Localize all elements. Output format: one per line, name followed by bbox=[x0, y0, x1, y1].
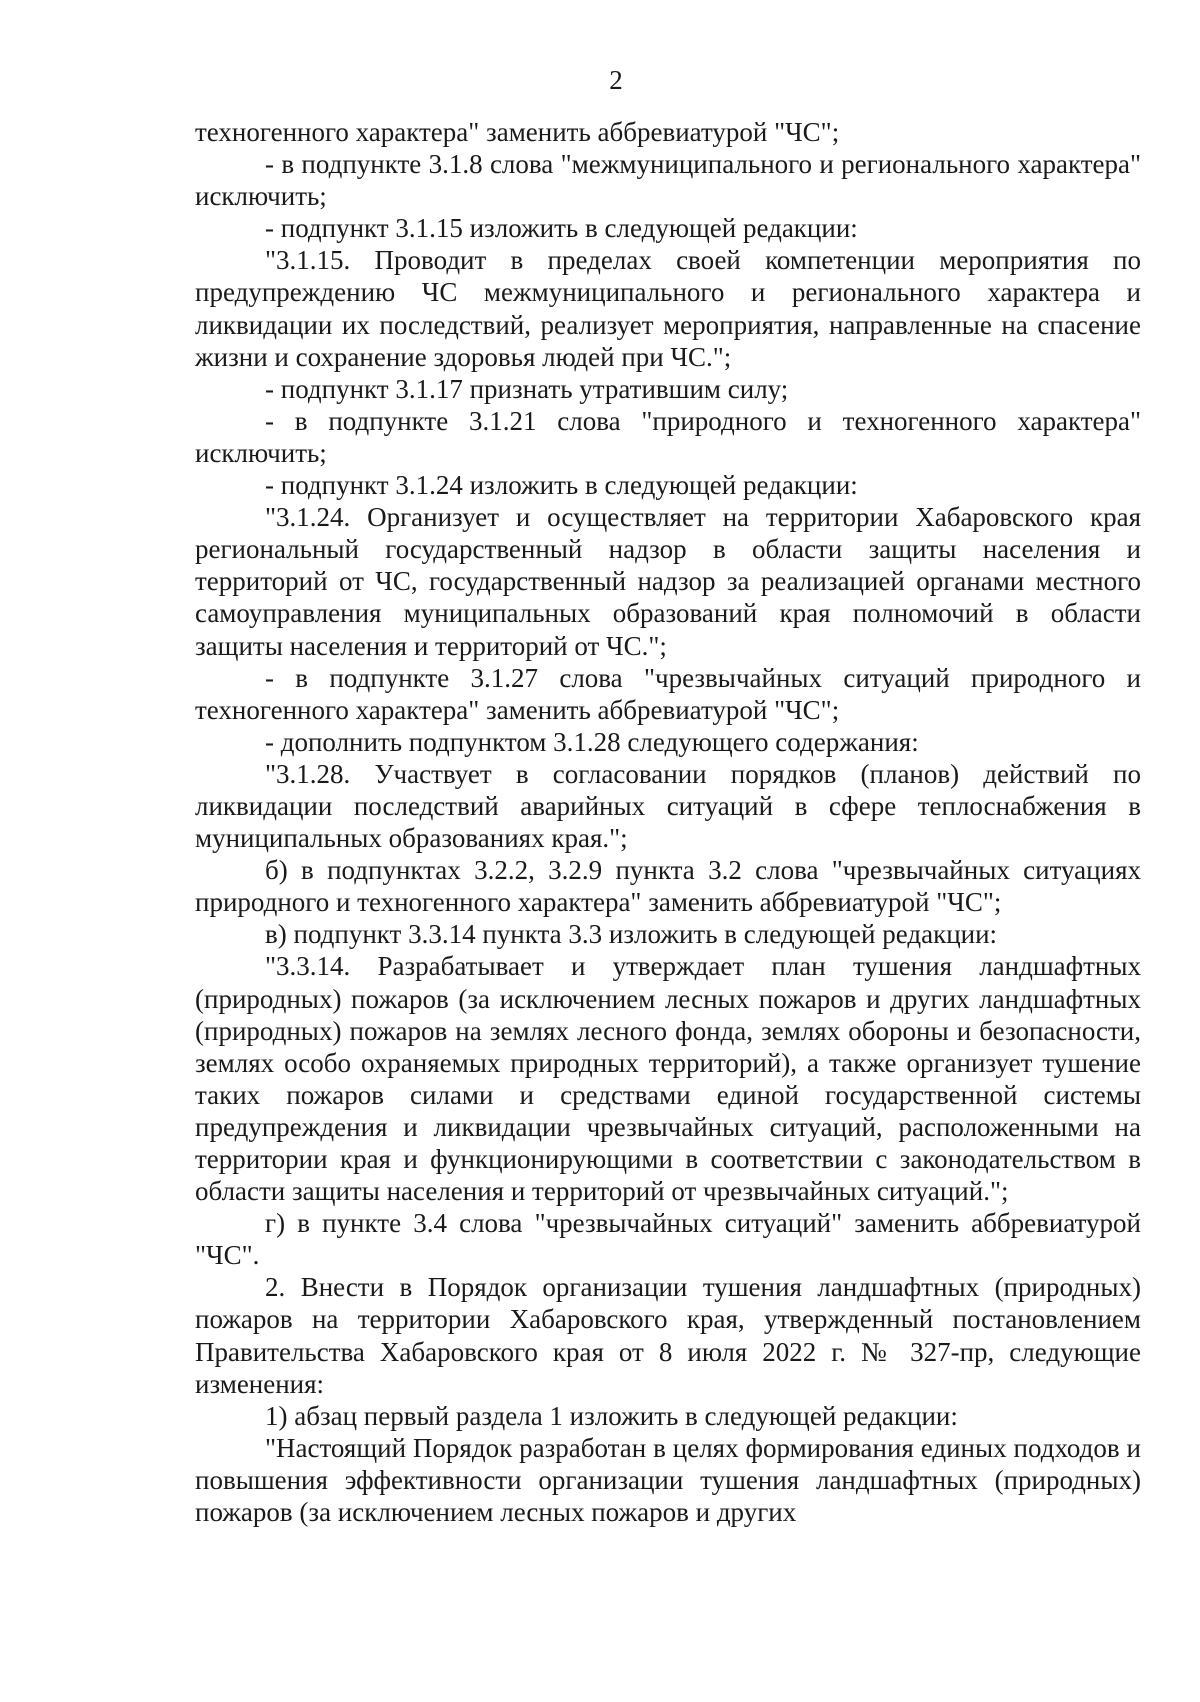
paragraph: "3.1.28. Участвует в согласовании порядков (планов) действий по ликвидации последствий аварийных ситуаций в сфере теплоснабжения в муниципальных образованиях края."; bbox=[195, 758, 1141, 854]
paragraph: - в подпункте 3.1.27 слова "чрезвычайных ситуаций природного и техногенного характера" заменить аббревиатурой "ЧС"; bbox=[195, 662, 1141, 725]
paragraph: - дополнить подпунктом 3.1.28 следующего содержания: bbox=[265, 726, 919, 757]
document-body bbox=[195, 116, 1141, 1528]
paragraph: - подпункт 3.1.17 признать утратившим силу; bbox=[265, 373, 789, 404]
paragraph: 1) абзац первый раздела 1 изложить в следующей редакции: bbox=[265, 1400, 958, 1431]
paragraph: - в подпункте 3.1.21 слова "природного и техногенного характера" исключить; bbox=[195, 405, 1141, 468]
paragraph: 2. Внести в Порядок организации тушения ландшафтных (природных) пожаров на территории Хабаровского края, утвержденный постановлением Правительства Хабаровского края от 8 июля 2022 г. № 327-пр, следующие изменения: bbox=[195, 1272, 1141, 1399]
paragraph: "3.3.14. Разрабатывает и утверждает план тушения ландшафтных (природных) пожаров (за исключением лесных пожаров и других ландшафтных (природных) пожаров на землях лесного фонда, землях обороны и безопасности, землях особо охраняемых природных территорий), а также организует тушение таких пожаров силами и средствами единой государственной системы предупреждения и ликвидации чрезвычайных ситуаций, расположенными на территории края и функционирующими в соответствии с законодательством в области защиты населения и территорий от чрезвычайных ситуаций."; bbox=[195, 951, 1141, 1207]
paragraph: "3.1.24. Организует и осуществляет на территории Хабаровского края региональный государственный надзор в области защиты населения и территорий от ЧС, государственный надзор за реализацией органами местного самоуправления муниципальных образований края полномочий в области защиты населения и территорий от ЧС."; bbox=[195, 502, 1141, 661]
paragraph: "Настоящий Порядок разработан в целях формирования единых подходов и повышения эффективности организации тушения ландшафтных (природных) пожаров (за исключением лесных пожаров и других bbox=[195, 1432, 1141, 1528]
paragraph: б) в подпунктах 3.2.2, 3.2.9 пункта 3.2 слова "чрезвычайных ситуациях природного и техногенного характера" заменить аббревиатурой "ЧС"; bbox=[195, 855, 1141, 918]
paragraph: в) подпункт 3.3.14 пункта 3.3 изложить в следующей редакции: bbox=[265, 919, 998, 950]
paragraph: - подпункт 3.1.15 изложить в следующей редакции: bbox=[265, 213, 858, 244]
paragraph: - в подпункте 3.1.8 слова "межмуниципального и регионального характера" исключить; bbox=[195, 149, 1141, 212]
paragraph: - подпункт 3.1.24 изложить в следующей редакции: bbox=[265, 470, 858, 501]
paragraph: "3.1.15. Проводит в пределах своей компетенции мероприятия по предупреждению ЧС межмуниципального и регионального характера и ликвидации их последствий, реализует мероприятия, направленные на спасение жизни и сохранение здоровья людей при ЧС."; bbox=[195, 245, 1141, 372]
paragraph: техногенного характера" заменить аббревиатурой "ЧС"; bbox=[195, 117, 840, 147]
page-number: 2 bbox=[609, 65, 623, 95]
paragraph: г) в пункте 3.4 слова "чрезвычайных ситуаций" заменить аббревиатурой "ЧС". bbox=[195, 1208, 1141, 1271]
